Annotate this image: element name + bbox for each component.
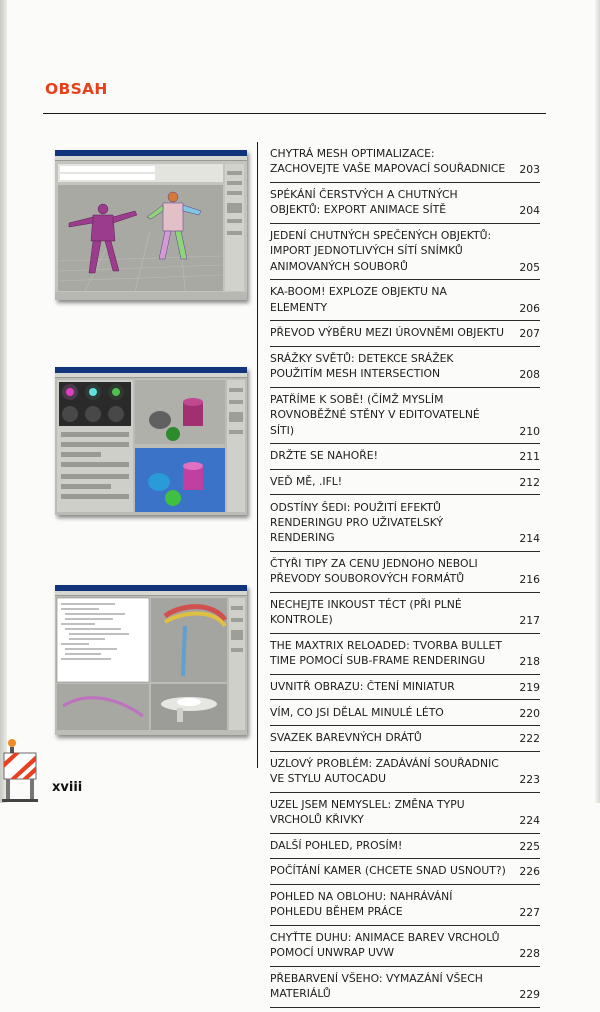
screenshot-scene-script [55,585,247,735]
toc-entry-page: 208 [519,368,540,382]
toc-entry-title: SVAZEK BAREVNÝCH DRÁTŮ [270,731,422,745]
toc-entry-page: 211 [519,450,540,464]
table-of-contents [270,146,540,1012]
toc-entry-page: 212 [519,476,540,489]
toc-entry-page: 227 [519,906,540,920]
toc-entry [270,838,540,859]
toc-entry [270,556,540,593]
toc-entry [270,971,540,1008]
toc-entry [270,187,540,224]
toc-entry-title: PATŘÍME K SOBĚ! (ČÍMŽ MYSLÍM ROVNOBĚŽNÉ STĚNY V EDITOVATELNÉ SÍTI) [270,393,480,437]
toc-entry-page: 216 [519,573,540,587]
section-heading: OBSAH [45,80,108,98]
toc-entry-title: THE MAXTRIX RELOADED: TVORBA BULLET TIME POMOCÍ SUB-FRAME RENDERINGU [270,639,502,668]
toc-entry [270,638,540,675]
toc-entry-page: 226 [519,865,540,879]
toc-entry-title: SRÁŽKY SVĚTŮ: DETEKCE SRÁŽEK POUŽITÍM MESH INTERSECTION [270,352,454,381]
toc-entry-title: POHLED NA OBLOHU: NAHRÁVÁNÍ POHLEDU BĚHEM PRÁCE [270,889,453,919]
toc-entry [270,392,540,444]
screenshot-mesh-characters [55,150,247,300]
toc-entry-title: ČTYŘI TIPY ZA CENU JEDNOHO NEBOLI PŘEVODY SOUBOROVÝCH FORMÁTŮ [270,557,478,586]
toc-entry [270,756,540,793]
toc-entry [270,730,540,751]
toc-entry-page: 210 [519,424,540,438]
toc-entry-title: UVNITŘ OBRAZU: ČTENÍ MINIATUR [270,680,455,693]
toc-entry [270,930,540,967]
toc-entry-title: POČÍTÁNÍ KAMER (CHCETE SNAD USNOUT?) [270,864,506,878]
toc-entry-page: 214 [519,532,540,546]
toc-entry [270,474,540,495]
toc-entry [270,889,540,926]
toc-entry-title: CHYŤTE DUHU: ANIMACE BAREV VRCHOLŮ POMOCÍ UNWRAP UVW [270,930,500,960]
toc-entry-title: VEĎ MĚ, .IFL! [270,475,343,488]
toc-entry-page: 203 [519,163,540,177]
toc-entry-title: JEDENÍ CHUTNÝCH SPEČENÝCH OBJEKTŮ: IMPORT JEDNOTLIVÝCH SÍTÍ SNÍMKŮ ANIMOVANÝCH SOUBORŮ [270,229,492,273]
toc-entry-title: DRŽTE SE NAHOŘE! [270,449,378,463]
toc-entry-title: NECHEJTE INKOUST TÉCT (PŘI PLNÉ KONTROLE) [270,598,462,627]
toc-entry [270,597,540,634]
toc-entry-title: PŘEVOD VÝBĚRU MEZI ÚROVNĚMI OBJEKTU [270,326,505,340]
toc-entry-title: CHYTRÁ MESH OPTIMALIZACE: ZACHOVEJTE VAŠE MAPOVACÍ SOUŘADNICE [270,147,506,176]
toc-entry-title: ODSTÍNY ŠEDI: POUŽITÍ EFEKTŮ RENDERINGU PRO UŽIVATELSKÝ RENDERING [270,500,444,545]
toc-entry [270,863,540,884]
toc-entry-title: KA-BOOM! EXPLOZE OBJEKTU NA ELEMENTY [270,285,447,314]
toc-entry-page: 224 [519,814,540,828]
toc-entry-title: PŘEBARVENÍ VŠEHO: VYMAZÁNÍ VŠECH MATERIÁLŮ [270,971,483,1001]
toc-entry [270,284,540,321]
toc-entry [270,146,540,183]
toc-entry-title: VÍM, CO JSI DĚLAL MINULÉ LÉTO [270,705,444,719]
toc-entry-page: 219 [519,681,540,694]
toc-entry [270,797,540,834]
toc-entry-title: UZEL JSEM NEMYSLEL: ZMĚNA TYPU VRCHOLŮ KŘIVKY [270,797,465,827]
toc-entry-page: 204 [519,204,540,218]
toc-entry-page: 206 [519,301,540,315]
toc-entry [270,351,540,388]
toc-entry-title: UZLOVÝ PROBLÉM: ZADÁVÁNÍ SOUŘADNIC VE STYLU AUTOCADU [270,756,499,786]
toc-entry-page: 220 [519,706,540,720]
toc-entry-page: 218 [519,655,540,669]
toc-entry-page: 228 [519,947,540,961]
toc-entry [270,228,540,280]
toc-entry-page: 207 [519,327,540,341]
toc-entry [270,705,540,726]
toc-entry-page: 217 [519,614,540,628]
toc-entry [270,448,540,469]
toc-entry-page: 225 [519,839,540,853]
column-divider [257,142,258,768]
screenshot-material-editor [55,367,247,515]
page-number: xviii [52,780,83,795]
heading-rule [43,113,546,114]
toc-entry-page: 205 [519,260,540,274]
toc-entry [270,679,540,700]
toc-entry-page: 222 [519,732,540,746]
toc-entry-page: 229 [519,988,540,1002]
toc-entry [270,500,540,552]
toc-entry-page: 223 [519,773,540,787]
toc-entry-title: SPÉKÁNÍ ČERSTVÝCH A CHUTNÝCH OBJEKTŮ: EXPORT ANIMACE SÍTĚ [270,188,458,217]
toc-entry-title: DALŠÍ POHLED, PROSÍM! [270,838,403,852]
page-binding-edge [0,0,7,803]
construction-barrier-icon [0,738,48,803]
toc-entry [270,325,540,346]
page-right-shadow [594,0,600,803]
